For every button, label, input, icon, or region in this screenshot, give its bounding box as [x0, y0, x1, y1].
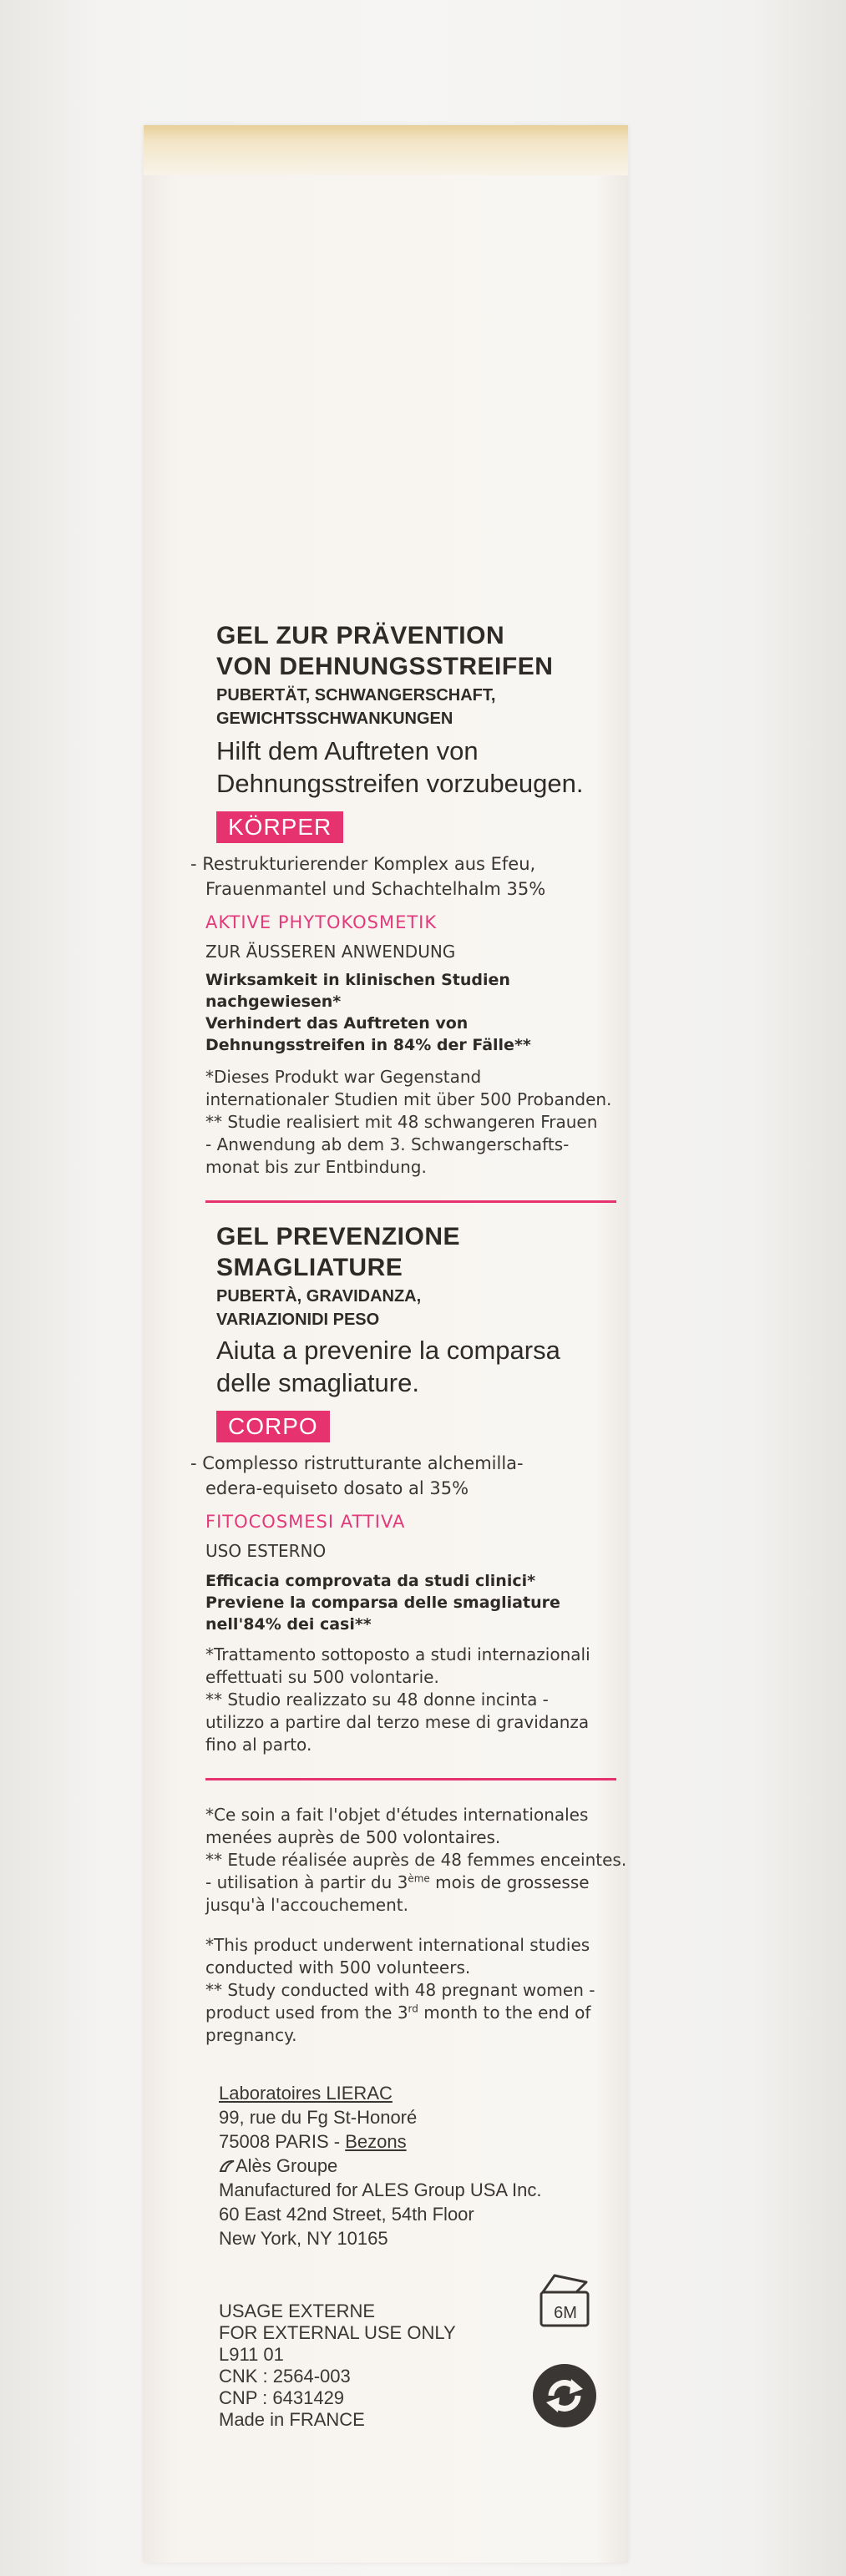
italian-badge: CORPO [216, 1411, 330, 1442]
italian-subtitle-line1: PUBERTÀ, GRAVIDANZA, [216, 1287, 422, 1306]
french-note-line1: *Ce soin a fait l'objet d'études internationales [205, 1805, 589, 1825]
footer-lot: L911 01 [219, 2344, 284, 2365]
footer-usage-fr: USAGE EXTERNE [219, 2301, 376, 2321]
italian-divider [205, 1778, 616, 1780]
italian-efficacy-line3: nell'84% dei casi** [205, 1615, 372, 1634]
english-note-line4: product used from the 3rd month to the end of [205, 2003, 591, 2023]
english-note-line1: *This product underwent international studies [205, 1935, 590, 1955]
german-divider [205, 1200, 616, 1203]
italian-subtitle-line2: VARIAZIONIDI PESO [216, 1311, 380, 1329]
german-claim-line1: Hilft dem Auftreten von [216, 736, 479, 765]
italian-title-line2: SMAGLIATURE [216, 1254, 403, 1281]
german-efficacy-line2: nachgewiesen* [205, 993, 342, 1011]
german-subtitle-line1: PUBERTÄT, SCHWANGERSCHAFT, [216, 686, 496, 705]
french-note-line4: - utilisation à partir du 3ème mois de grossesse [205, 1872, 590, 1892]
german-usage: ZUR ÄUSSEREN ANWENDUNG [205, 942, 456, 962]
german-complex-line2: Frauenmantel und Schachtelhalm 35% [205, 879, 546, 899]
italian-claim-line2: delle smagliature. [216, 1368, 419, 1397]
italian-phyto-label: FITOCOSMESI ATTIVA [205, 1512, 406, 1532]
german-note-line3: ** Studie realisiert mit 48 schwangeren Frauen [205, 1112, 598, 1132]
english-note-line2: conducted with 500 volunteers. [205, 1957, 471, 1977]
italian-usage: USO ESTERNO [205, 1541, 327, 1561]
german-note-line2: internationaler Studien mit über 500 Probanden. [205, 1089, 612, 1109]
address-us-street: 60 East 42nd Street, 54th Floor [219, 2204, 474, 2225]
address-street: 99, rue du Fg St-Honoré [219, 2107, 418, 2128]
german-claim-line2: Dehnungsstreifen vorzubeugen. [216, 769, 584, 798]
italian-note-line2: effettuati su 500 volontarie. [205, 1667, 439, 1687]
french-note-line5: jusqu'à l'accouchement. [205, 1895, 408, 1915]
footer-cnp: CNP : 6431429 [219, 2387, 345, 2408]
german-note-line4: - Anwendung ab dem 3. Schwangerschafts- [205, 1134, 570, 1154]
german-title-line1: GEL ZUR PRÄVENTION [216, 622, 505, 649]
german-badge: KÖRPER [216, 811, 343, 843]
italian-complex-line2: edera-equiseto dosato al 35% [205, 1478, 469, 1498]
italian-note-line4: utilizzo a partire dal terzo mese di gravidanza [205, 1712, 590, 1732]
german-note-line5: monat bis zur Entbindung. [205, 1157, 427, 1177]
german-title-line2: VON DEHNUNGSSTREIFEN [216, 653, 554, 680]
footer-cnk: CNK : 2564-003 [219, 2366, 351, 2387]
german-complex-line1: - Restrukturierender Komplex aus Efeu, [190, 854, 536, 874]
italian-complex-line1: - Complesso ristrutturante alchemilla- [190, 1453, 524, 1473]
german-subtitle-line2: GEWICHTSSCHWANKUNGEN [216, 710, 453, 728]
german-efficacy-line3: Verhindert das Auftreten von [205, 1014, 469, 1033]
english-note-line3: ** Study conducted with 48 pregnant women - [205, 1980, 595, 2000]
italian-efficacy-line1: Efficacia comprovata da studi clinici* [205, 1572, 536, 1590]
italian-note-line1: *Trattamento sottoposto a studi internazionali [205, 1644, 590, 1664]
address-us-city: New York, NY 10165 [219, 2228, 388, 2249]
english-note-line5: pregnancy. [205, 2025, 297, 2045]
pao-jar-icon [536, 2270, 595, 2329]
ales-logo-icon [219, 2159, 236, 2174]
address-company: Laboratoires LIERAC [219, 2083, 393, 2104]
box-top-edge [144, 125, 628, 175]
address-group: Alès Groupe [219, 2155, 337, 2177]
italian-efficacy-line2: Previene la comparsa delle smagliature [205, 1594, 560, 1612]
address-manufacturer: Manufactured for ALES Group USA Inc. [219, 2179, 542, 2200]
italian-title-line1: GEL PREVENZIONE [216, 1223, 461, 1250]
pao-label: 6M [554, 2304, 577, 2322]
german-note-line1: *Dieses Produkt war Gegenstand [205, 1067, 482, 1087]
italian-note-line5: fino al parto. [205, 1735, 312, 1755]
footer-usage-en: FOR EXTERNAL USE ONLY [219, 2322, 456, 2343]
footer-origin: Made in FRANCE [219, 2409, 365, 2430]
recycle-icon [531, 2362, 598, 2429]
german-efficacy-line4: Dehnungsstreifen in 84% der Fälle** [205, 1036, 531, 1054]
german-efficacy-line1: Wirksamkeit in klinischen Studien [205, 971, 510, 989]
french-note-line2: menées auprès de 500 volontaires. [205, 1827, 501, 1847]
address-city: 75008 PARIS - Bezons [219, 2131, 407, 2152]
italian-note-line3: ** Studio realizzato su 48 donne incinta - [205, 1690, 549, 1710]
french-note-line3: ** Etude réalisée auprès de 48 femmes enceintes. [205, 1850, 627, 1870]
german-phyto-label: AKTIVE PHYTOKOSMETIK [205, 912, 438, 932]
italian-claim-line1: Aiuta a prevenire la comparsa [216, 1336, 560, 1365]
